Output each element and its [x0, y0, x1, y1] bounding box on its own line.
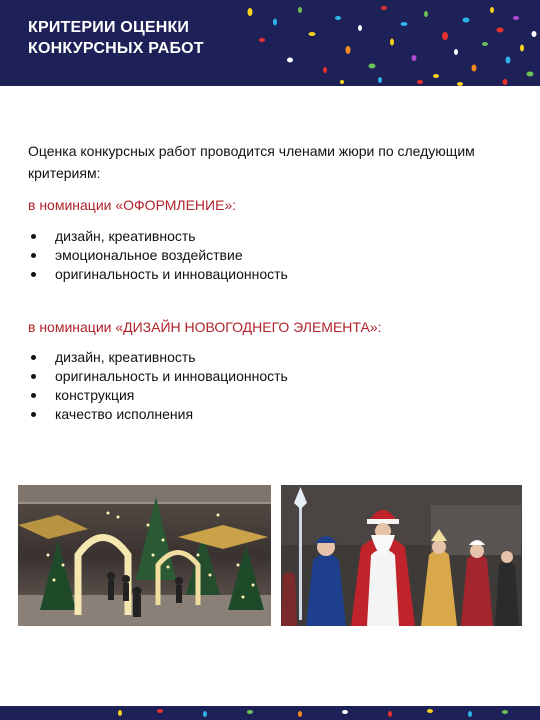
nomination-heading-design-element: в номинации «ДИЗАЙН НОВОГОДНЕГО ЭЛЕМЕНТА»: [28, 319, 382, 335]
criterion-label: дизайн, креативность [55, 228, 196, 244]
page-title [28, 17, 204, 59]
criterion-label: оригинальность и инновационность [55, 266, 288, 282]
criteria-list-design-element [28, 348, 288, 424]
list-item [28, 386, 288, 405]
criterion-label: качество исполнения [55, 406, 194, 422]
bullet-icon [31, 393, 36, 398]
list-item [28, 265, 288, 284]
bullet-icon [31, 355, 36, 360]
bullet-icon [31, 272, 36, 277]
photo-decorated-hall [18, 485, 271, 626]
photo-father-frost [281, 485, 522, 626]
criterion-label: эмоциональное воздействие [55, 247, 243, 263]
criteria-list-decoration [28, 227, 288, 284]
page-title-line-2: КОНКУРСНЫХ РАБОТ [28, 40, 204, 57]
bullet-icon [31, 234, 36, 239]
footer-banner [0, 706, 540, 720]
list-item [28, 227, 288, 246]
header-banner [0, 0, 540, 86]
list-item [28, 246, 288, 265]
bullet-icon [31, 253, 36, 258]
criterion-label: конструкция [55, 387, 135, 403]
bullet-icon [31, 412, 36, 417]
page-title-line-1: КРИТЕРИИ ОЦЕНКИ [28, 19, 190, 36]
bullet-icon [31, 374, 36, 379]
criterion-label: дизайн, креативность [55, 349, 196, 365]
confetti-decoration [0, 706, 540, 720]
intro-paragraph: Оценка конкурсных работ проводится членами жюри по следующим критериям: [28, 143, 475, 181]
list-item [28, 348, 288, 367]
nomination-heading-decoration: в номинации «ОФОРМЛЕНИЕ»: [28, 197, 237, 213]
criterion-label: оригинальность и инновационность [55, 368, 288, 384]
list-item [28, 367, 288, 386]
list-item [28, 405, 288, 424]
